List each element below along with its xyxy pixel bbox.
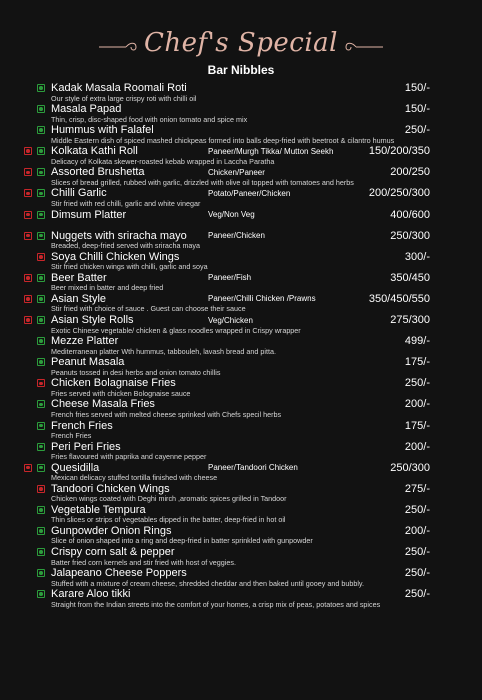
veg-indicator-icon bbox=[37, 232, 45, 240]
item-variant: Paneer/Tandoori Chicken bbox=[208, 463, 298, 473]
item-description: Exotic Chinese vegetable/ chicken & glass noodles wrapped in Crispy wrapper bbox=[51, 325, 301, 335]
item-variant: Paneer/Chilli Chicken /Prawns bbox=[208, 294, 316, 304]
page-title: Chef's Special bbox=[144, 28, 338, 58]
menu-item bbox=[0, 314, 482, 335]
nonveg-indicator-icon bbox=[24, 316, 32, 324]
item-name: Chicken Bolagnaise Fries bbox=[51, 377, 176, 390]
menu-item bbox=[0, 82, 482, 103]
veg-indicator-icon bbox=[37, 590, 45, 598]
item-price: 200/250 bbox=[390, 166, 430, 179]
veg-indicator-icon bbox=[37, 506, 45, 514]
item-name: Nuggets with sriracha mayo bbox=[51, 229, 187, 242]
item-price: 250/- bbox=[404, 567, 430, 580]
item-price: 250/300 bbox=[390, 229, 430, 242]
left-flourish-icon bbox=[98, 41, 140, 53]
veg-indicator-icon bbox=[37, 126, 45, 134]
veg-indicator-icon bbox=[37, 337, 45, 345]
menu-header bbox=[0, 28, 482, 58]
menu-item bbox=[0, 293, 482, 314]
veg-indicator-icon bbox=[37, 569, 45, 577]
item-price: 250/- bbox=[404, 124, 430, 137]
veg-indicator-icon bbox=[37, 147, 45, 155]
item-price: 400/600 bbox=[390, 208, 430, 221]
item-name: Hummus with Falafel bbox=[51, 124, 154, 137]
nonveg-indicator-icon bbox=[24, 189, 32, 197]
menu-item bbox=[0, 420, 482, 441]
item-description: Straight from the Indian streets into the comfort of your homes, a crisp mix of peas, potatoes and spices bbox=[51, 599, 381, 609]
item-description: Fries served with chicken Bolognaise sauce bbox=[51, 388, 191, 398]
menu-item bbox=[0, 398, 482, 419]
menu-item bbox=[0, 483, 482, 504]
item-name: French Fries bbox=[51, 419, 113, 432]
menu-item bbox=[0, 166, 482, 187]
item-name: Masala Papad bbox=[51, 103, 122, 116]
item-name: Dimsum Platter bbox=[51, 208, 127, 221]
item-description: Stir fried chicken wings with chilli, garlic and soya bbox=[51, 262, 208, 272]
menu-item bbox=[0, 441, 482, 462]
item-name: Cheese Masala Fries bbox=[51, 398, 155, 411]
veg-indicator-icon bbox=[37, 168, 45, 176]
item-price: 499/- bbox=[404, 335, 430, 348]
item-description: Mexican delicacy stuffed tortilla finished with cheese bbox=[51, 473, 218, 483]
item-description: Peanuts tossed in desi herbs and onion tomato chillis bbox=[51, 367, 221, 377]
menu-item bbox=[0, 546, 482, 567]
item-name: Peanut Masala bbox=[51, 356, 125, 369]
right-flourish-icon bbox=[342, 41, 384, 53]
item-name: Tandoori Chicken Wings bbox=[51, 482, 170, 495]
item-description: Batter fried corn kernels and stir fried with host of veggies. bbox=[51, 557, 236, 567]
menu-list bbox=[0, 82, 482, 609]
item-name: Quesidilla bbox=[51, 461, 100, 474]
item-name: Kadak Masala Roomali Roti bbox=[51, 82, 187, 94]
item-price: 150/200/350 bbox=[368, 145, 430, 158]
item-name: Mezze Platter bbox=[51, 335, 119, 348]
item-name: Crispy corn salt & pepper bbox=[51, 546, 175, 559]
item-description: French Fries bbox=[51, 431, 92, 440]
veg-indicator-icon bbox=[37, 527, 45, 535]
item-description: Mediterranean platter Wth hummus, tabbouleh, lavash bread and pitta. bbox=[51, 346, 276, 356]
menu-item bbox=[0, 377, 482, 398]
nonveg-indicator-icon bbox=[37, 379, 45, 387]
menu-item bbox=[0, 103, 482, 124]
item-description: Slices of bread grilled, rubbed with garlic, drizzled with olive oil topped with tomatoes and herbs bbox=[51, 177, 354, 187]
item-variant: Paneer/Murgh Tikka/ Mutton Seekh bbox=[208, 146, 334, 156]
nonveg-indicator-icon bbox=[37, 253, 45, 261]
nonveg-indicator-icon bbox=[24, 232, 32, 240]
item-price: 250/- bbox=[404, 546, 430, 559]
item-name: Soya Chilli Chicken Wings bbox=[51, 250, 180, 263]
nonveg-indicator-icon bbox=[37, 485, 45, 493]
item-price: 150/- bbox=[404, 103, 430, 116]
menu-item bbox=[0, 567, 482, 588]
menu-item bbox=[0, 272, 482, 293]
item-name: Peri Peri Fries bbox=[51, 440, 121, 453]
item-price: 200/- bbox=[404, 398, 430, 411]
veg-indicator-icon bbox=[37, 422, 45, 430]
item-name: Jalapeano Cheese Poppers bbox=[51, 567, 187, 580]
item-price: 350/450 bbox=[390, 271, 430, 284]
menu-item bbox=[0, 335, 482, 356]
menu-item bbox=[0, 588, 482, 609]
item-description: Middle Eastern dish of spiced mashed chickpeas formed into balls deep-fried with beetroot & cilantro humus bbox=[51, 135, 395, 145]
item-name: Vegetable Tempura bbox=[51, 503, 146, 516]
item-price: 200/250/300 bbox=[368, 187, 430, 200]
menu-item bbox=[0, 525, 482, 546]
menu-item bbox=[0, 145, 482, 166]
item-price: 200/- bbox=[404, 524, 430, 537]
veg-indicator-icon bbox=[37, 400, 45, 408]
menu-item bbox=[0, 124, 482, 145]
item-description: Stir fried with choice of sauce . Guest can choose their sauce bbox=[51, 304, 246, 314]
nonveg-indicator-icon bbox=[24, 168, 32, 176]
item-price: 250/- bbox=[404, 503, 430, 516]
menu-item bbox=[0, 187, 482, 208]
item-price: 300/- bbox=[404, 250, 430, 263]
menu-item bbox=[0, 251, 482, 272]
nonveg-indicator-icon bbox=[24, 464, 32, 472]
item-price: 350/450/550 bbox=[368, 292, 430, 305]
menu-item bbox=[0, 356, 482, 377]
item-variant: Veg/Non Veg bbox=[208, 210, 255, 220]
veg-indicator-icon bbox=[37, 358, 45, 366]
item-description: Our style of extra large crispy roti with chilli oil bbox=[51, 93, 197, 103]
item-name: Beer Batter bbox=[51, 271, 107, 284]
item-variant: Paneer/Chicken bbox=[208, 231, 265, 241]
veg-indicator-icon bbox=[37, 211, 45, 219]
nonveg-indicator-icon bbox=[24, 147, 32, 155]
veg-indicator-icon bbox=[37, 464, 45, 472]
item-name: Asian Style Rolls bbox=[51, 314, 134, 327]
veg-indicator-icon bbox=[37, 295, 45, 303]
item-description: Stuffed with a mixture of cream cheese, shredded cheddar and then baked until gooey and bubbly. bbox=[51, 578, 364, 588]
item-price: 150/- bbox=[404, 82, 430, 94]
item-variant: Potato/Paneer/Chicken bbox=[208, 188, 291, 198]
veg-indicator-icon bbox=[37, 274, 45, 282]
item-description: Breaded, deep-fried served with sriracha maya bbox=[51, 241, 201, 251]
menu-item bbox=[0, 230, 482, 251]
menu-item bbox=[0, 209, 482, 230]
item-price: 250/300 bbox=[390, 461, 430, 474]
item-price: 175/- bbox=[404, 356, 430, 369]
menu-item bbox=[0, 462, 482, 483]
veg-indicator-icon bbox=[37, 316, 45, 324]
item-name: Asian Style bbox=[51, 292, 107, 305]
veg-indicator-icon bbox=[37, 548, 45, 556]
item-description: Thin, crisp, disc-shaped food with onion tomato and spice mix bbox=[51, 114, 248, 124]
item-price: 275/- bbox=[404, 482, 430, 495]
item-price: 250/- bbox=[404, 588, 430, 601]
item-name: Assorted Brushetta bbox=[51, 166, 145, 179]
item-variant: Chicken/Paneer bbox=[208, 167, 265, 177]
item-description: Beer mixed in batter and deep fried bbox=[51, 283, 164, 293]
item-name: Kolkata Kathi Roll bbox=[51, 145, 138, 158]
section-title: Bar Nibbles bbox=[207, 63, 275, 77]
veg-indicator-icon bbox=[37, 443, 45, 451]
item-description: Thin slices or strips of vegetables dipped in the batter, deep-fried in hot oil bbox=[51, 515, 286, 525]
item-price: 250/- bbox=[404, 377, 430, 390]
veg-indicator-icon bbox=[37, 189, 45, 197]
nonveg-indicator-icon bbox=[24, 274, 32, 282]
item-variant: Paneer/Fish bbox=[208, 273, 252, 283]
nonveg-indicator-icon bbox=[24, 295, 32, 303]
item-price: 200/- bbox=[404, 440, 430, 453]
veg-indicator-icon bbox=[37, 84, 45, 92]
item-description: Stir fried with red chilli, garlic and white vinegar bbox=[51, 198, 201, 208]
item-price: 275/300 bbox=[390, 314, 430, 327]
item-name: Gunpowder Onion Rings bbox=[51, 524, 172, 537]
item-description: Slice of onion shaped into a ring and deep-fried in batter sprinkled with gunpowder bbox=[51, 536, 313, 546]
item-name: Chilli Garlic bbox=[51, 187, 107, 200]
item-description: Chicken wings coated with Deghi mirch ,aromatic spices grilled in Tandoor bbox=[51, 494, 287, 504]
item-description: Fries flavoured with paprika and cayenne pepper bbox=[51, 452, 207, 462]
item-description: French fries served with melted cheese sprinked with Chefs specil herbs bbox=[51, 409, 282, 419]
item-description: Delicacy of Kolkata skewer-roasted kebab wrapped in Laccha Paratha bbox=[51, 156, 275, 166]
item-variant: Veg/Chicken bbox=[208, 315, 253, 325]
menu-item bbox=[0, 504, 482, 525]
nonveg-indicator-icon bbox=[24, 211, 32, 219]
item-price: 175/- bbox=[404, 419, 430, 432]
item-name: Karare Aloo tikki bbox=[51, 588, 131, 601]
veg-indicator-icon bbox=[37, 105, 45, 113]
